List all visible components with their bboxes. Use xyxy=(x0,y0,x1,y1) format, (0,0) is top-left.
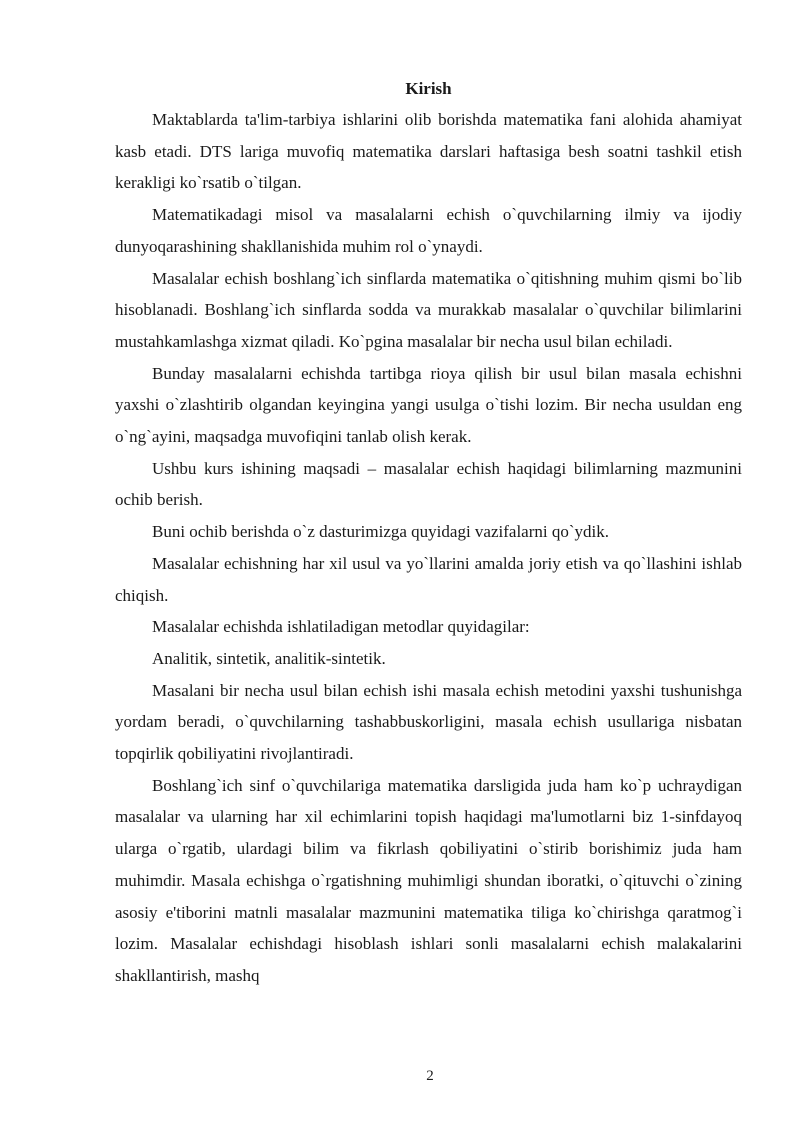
paragraph-3: Masalalar echish boshlang`ich sinflarda matematika o`qitishning muhim qismi bo`lib hisoblanadi. Boshlang`ich sinflarda sodda va murakkab masalalar o`quvchilar bilimlarini mustahkamlashga xizmat qiladi. Ko`pgina masalalar bir necha usul bilan echiladi. xyxy=(115,268,742,351)
paragraph-4: Bunday masalalarni echishda tartibga rioya qilish bir usul bilan masala echishni yaxshi o`zlashtirib olgandan keyingina yangi usulga o`tishi lozim. Bir necha usuldan eng o`ng`ayini, maqsadga muvofiqini tanlab olish kerak. xyxy=(115,363,742,447)
paragraph-10: Masalani bir necha usul bilan echish ishi masala echish metodini yaxshi tushunishga yordam beradi, o`quvchilarning tashabbuskorligini, masala echish usullariga nisbatan topqirlik qobiliyatini rivojlantiradi. xyxy=(115,680,742,764)
document-page xyxy=(115,74,742,992)
paragraph-7: Masalalar echishning har xil usul va yo`llarini amalda joriy etish va qo`llashini ishlab chiqish. xyxy=(115,553,742,605)
paragraph-9: Analitik, sintetik, analitik-sintetik. xyxy=(152,648,386,668)
paragraph-8: Masalalar echishda ishlatiladigan metodlar quyidagilar: xyxy=(152,617,530,637)
paragraph-5: Ushbu kurs ishining maqsadi – masalalar echish haqidagi bilimlarning mazmunini ochib berish. xyxy=(115,458,742,510)
paragraph-11: Boshlang`ich sinf o`quvchilariga matematika darsligida juda ham ko`p uchraydigan masalalar va ularning har xil echimlarini topish haqidagi ma'lumotlarni biz 1-sinfdayoq ularga o`rgatib, ulardagi bilim va fikrlash qobiliyatini o`stirib borishimiz juda ham muhimdir. Masala echishga o`rgatishning muhimligi shundan iboratki, o`qituvchi o`zining asosiy e'tiborini matnli masalalar mazmunini matematika tiliga ko`chirishga qaratmog`i lozim. Masalalar echishdagi hisoblash ishlari sonli masalalarni echish malakalarini shakllantirish, mashq xyxy=(115,775,742,985)
paragraph-1: Maktablarda ta'lim-tarbiya ishlarini olib borishda matematika fani alohida ahamiyat kasb etadi. DTS lariga muvofiq matematika darslari haftasiga besh soatni tashkil etish kerakligi ko`rsatib o`tilgan. xyxy=(115,110,742,193)
paragraph-2: Matematikadagi misol va masalalarni echish o`quvchilarning ilmiy va ijodiy dunyoqarashining shakllanishida muhim rol o`ynaydi. xyxy=(115,205,742,256)
paragraph-6: Buni ochib berishda o`z dasturimizga quyidagi vazifalarni qo`ydik. xyxy=(152,522,609,542)
section-heading: Kirish xyxy=(405,79,452,98)
page-number: 2 xyxy=(426,1068,434,1084)
